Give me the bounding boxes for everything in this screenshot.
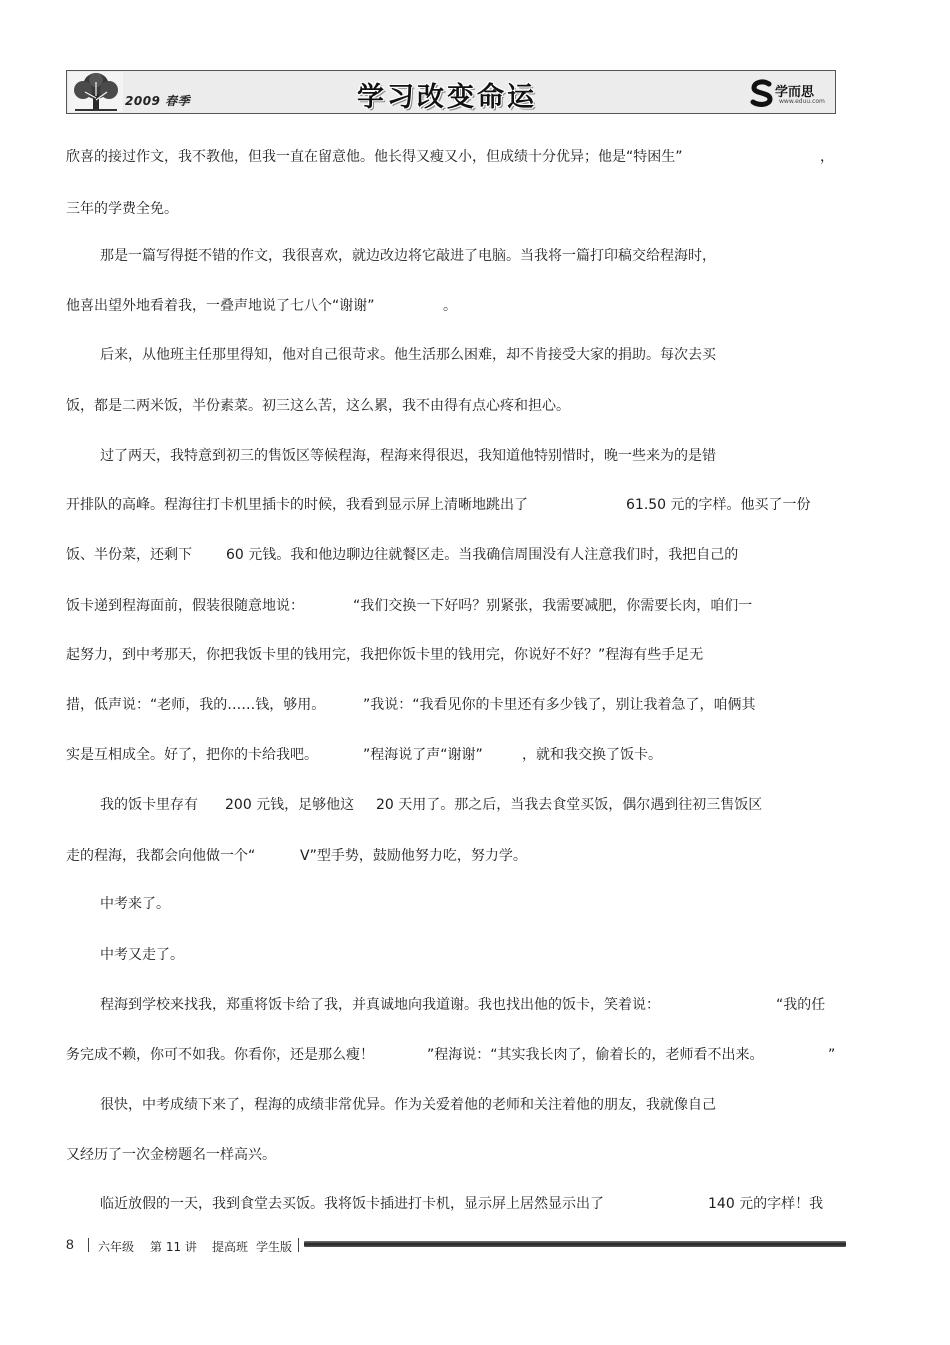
text-line: ”我说：“我看见你的卡里还有多少钱了，别让我着急了，咱俩其 xyxy=(363,697,756,713)
brand-s-icon xyxy=(749,79,775,107)
footer-grade: 六年级 xyxy=(98,1240,135,1254)
text-line: 欣喜的接过作文，我不教他，但我一直在留意他。他长得又瘦又小，但成绩十分优异；他是“特困生” xyxy=(66,149,683,165)
text-line: “我们交换一下好吗？别紧张，我需要减肥，你需要长肉，咱们一 xyxy=(353,598,753,614)
text-line: 三年的学费全免。 xyxy=(66,201,178,217)
text-line: 饭，都是二两米饭，半份素菜。初三这么苦，这么累，我不由得有点心疼和担心。 xyxy=(66,398,570,414)
brand-logo xyxy=(749,79,829,109)
text-line: “我的任 xyxy=(776,997,826,1013)
text-line: 临近放假的一天，我到食堂去买饭。我将饭卡插进打卡机，显示屏上居然显示出了 xyxy=(100,1196,604,1212)
brand-url: www.eduu.com xyxy=(779,98,825,105)
footer-edition: 学生版 xyxy=(256,1240,293,1254)
footer-lecture: 第 11 讲 xyxy=(150,1240,197,1254)
page-header xyxy=(66,70,836,114)
text-line: 。 xyxy=(443,298,457,314)
season-label: 2009 春季 xyxy=(125,94,191,108)
text-line: 140 元的字样！我 xyxy=(708,1196,824,1212)
text-line: V”型手势，鼓励他努力吃，努力学。 xyxy=(300,848,527,864)
text-line: 过了两天，我特意到初三的售饭区等候程海，程海来得很迟，我知道他特别惜时，晚一些来为的是错 xyxy=(100,448,716,464)
footer-divider xyxy=(298,1238,299,1252)
tree-logo-icon xyxy=(69,72,123,112)
header-motto: 学习改变命运 xyxy=(357,82,537,113)
text-line: 程海到学校来找我，郑重将饭卡给了我，并真诚地向我道谢。我也找出他的饭卡，笑着说： xyxy=(100,997,660,1013)
text-line: 很快，中考成绩下来了，程海的成绩非常优异。作为关爱着他的老师和关注着他的朋友，我就像自己 xyxy=(100,1097,716,1113)
text-line: 务完成不赖，你可不如我。你看你，还是那么瘦！ xyxy=(66,1047,374,1063)
text-line: 我的饭卡里存有 xyxy=(100,797,198,813)
text-line: 中考又走了。 xyxy=(100,947,184,963)
text-line: 后来，从他班主任那里得知，他对自己很苛求。他生活那么困难，却不肯接受大家的捐助。每次去买 xyxy=(100,347,716,363)
footer-bar xyxy=(304,1241,846,1247)
text-line: 实是互相成全。好了，把你的卡给我吧。 xyxy=(66,747,318,763)
text-line: 那是一篇写得挺不错的作文，我很喜欢，就边改边将它敲进了电脑。当我将一篇打印稿交给程海时， xyxy=(100,248,716,264)
text-line: ， xyxy=(820,149,834,165)
text-line: ”程海说：“其实我长肉了，偷着长的，老师看不出来。 xyxy=(427,1047,764,1063)
text-line: 20 天用了。那之后，当我去食堂买饭，偶尔遇到往初三售饭区 xyxy=(376,797,763,813)
text-line: ，就和我交换了饭卡。 xyxy=(522,747,662,763)
text-line: 饭卡递到程海面前，假装很随意地说： xyxy=(66,598,304,614)
footer-divider xyxy=(88,1238,89,1252)
page-number: 8 xyxy=(66,1236,74,1252)
text-line: 他喜出望外地看着我，一叠声地说了七八个“谢谢” xyxy=(66,298,375,314)
brand-name: 学而思 xyxy=(775,85,815,100)
text-line: ” xyxy=(828,1047,836,1063)
text-line: 起努力，到中考那天，你把我饭卡里的钱用完，我把你饭卡里的钱用完，你说好不好？”程海有些手足无 xyxy=(66,647,704,663)
text-line: 60 元钱。我和他边聊边往就餐区走。当我确信周围没有人注意我们时，我把自己的 xyxy=(226,547,739,563)
text-line: 又经历了一次金榜题名一样高兴。 xyxy=(66,1147,276,1163)
text-line: 措，低声说：“老师，我的……钱，够用。 xyxy=(66,697,326,713)
text-line: 饭、半份菜，还剩下 xyxy=(66,547,192,563)
text-line: 200 元钱，足够他这 xyxy=(225,797,355,813)
text-line: ”程海说了声“谢谢” xyxy=(363,747,483,763)
text-line: 中考来了。 xyxy=(100,896,170,912)
text-line: 走的程海，我都会向他做一个“ xyxy=(66,848,256,864)
text-line: 61.50 元的字样。他买了一份 xyxy=(626,497,811,513)
footer-class-level: 提高班 xyxy=(212,1240,249,1254)
text-line: 开排队的高峰。程海往打卡机里插卡的时候，我看到显示屏上清晰地跳出了 xyxy=(66,497,528,513)
